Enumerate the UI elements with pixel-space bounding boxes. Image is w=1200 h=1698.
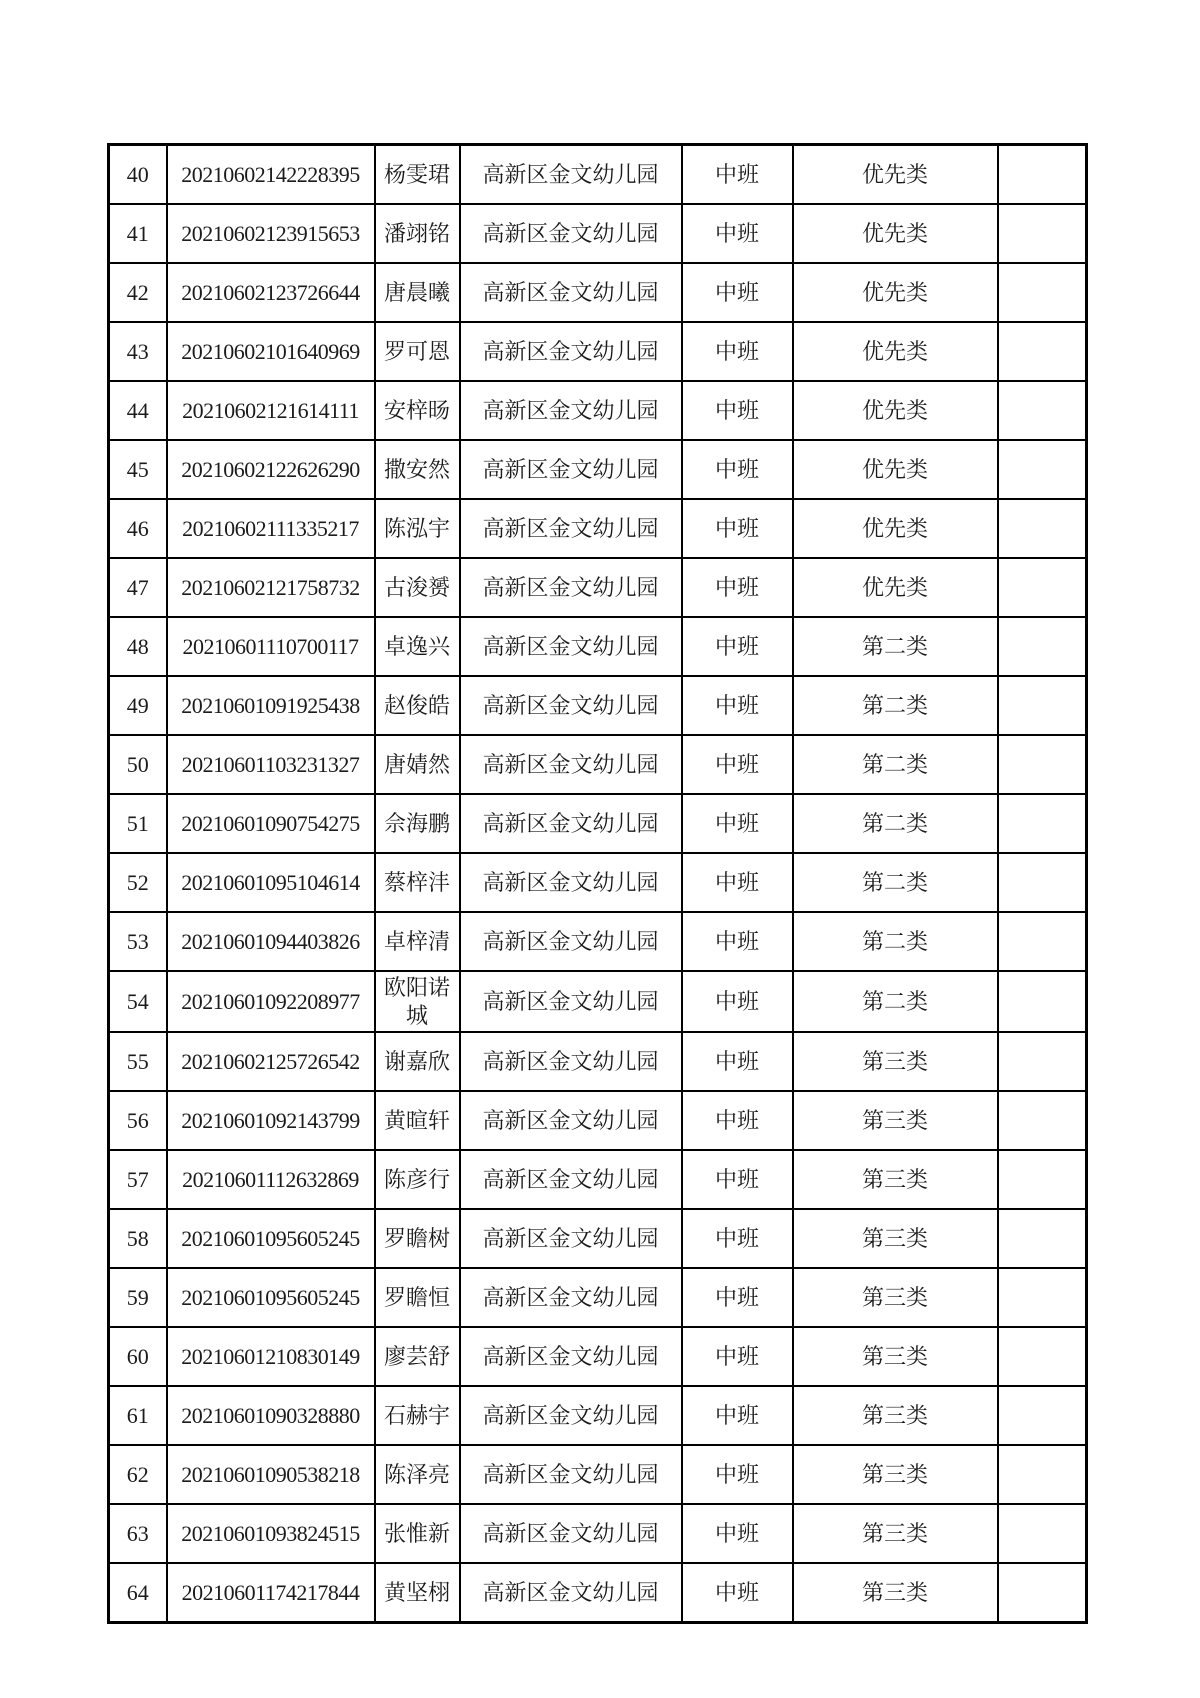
cell-no: 55: [109, 1032, 167, 1091]
cell-school: 高新区金文幼儿园: [460, 1268, 682, 1327]
cell-name: 蔡梓沣: [375, 853, 460, 912]
cell-no: 59: [109, 1268, 167, 1327]
cell-name: 廖芸舒: [375, 1327, 460, 1386]
cell-name: 赵俊皓: [375, 676, 460, 735]
cell-school: 高新区金文幼儿园: [460, 617, 682, 676]
cell-remark: [998, 676, 1087, 735]
cell-no: 42: [109, 263, 167, 322]
table-row: [109, 322, 1087, 381]
cell-school: 高新区金文幼儿园: [460, 971, 682, 1032]
cell-school: 高新区金文幼儿园: [460, 263, 682, 322]
cell-no: 56: [109, 1091, 167, 1150]
cell-remark: [998, 971, 1087, 1032]
cell-category: 第二类: [793, 676, 998, 735]
cell-grade: 中班: [682, 381, 793, 440]
cell-category: 优先类: [793, 204, 998, 263]
cell-school: 高新区金文幼儿园: [460, 1386, 682, 1445]
cell-school: 高新区金文幼儿园: [460, 322, 682, 381]
cell-name: 陈彦行: [375, 1150, 460, 1209]
cell-category: 第三类: [793, 1150, 998, 1209]
cell-remark: [998, 1209, 1087, 1268]
cell-reg_id: 20210601095104614: [167, 853, 375, 912]
cell-name: 唐晨曦: [375, 263, 460, 322]
cell-category: 第二类: [793, 794, 998, 853]
cell-category: 第三类: [793, 1386, 998, 1445]
admission-roster-table: [107, 143, 1088, 1624]
cell-school: 高新区金文幼儿园: [460, 145, 682, 205]
cell-reg_id: 20210602122626290: [167, 440, 375, 499]
cell-reg_id: 20210602101640969: [167, 322, 375, 381]
table-row: [109, 1327, 1087, 1386]
cell-category: 第三类: [793, 1327, 998, 1386]
cell-grade: 中班: [682, 1150, 793, 1209]
cell-school: 高新区金文幼儿园: [460, 794, 682, 853]
cell-reg_id: 20210601090538218: [167, 1445, 375, 1504]
table-row: [109, 1268, 1087, 1327]
cell-reg_id: 20210601090754275: [167, 794, 375, 853]
cell-category: 第三类: [793, 1563, 998, 1623]
cell-no: 61: [109, 1386, 167, 1445]
cell-category: 第二类: [793, 912, 998, 971]
cell-category: 优先类: [793, 381, 998, 440]
cell-category: 优先类: [793, 499, 998, 558]
cell-remark: [998, 1032, 1087, 1091]
cell-name: 黄坚栩: [375, 1563, 460, 1623]
cell-remark: [998, 322, 1087, 381]
cell-grade: 中班: [682, 440, 793, 499]
cell-name: 张惟新: [375, 1504, 460, 1563]
cell-grade: 中班: [682, 1327, 793, 1386]
cell-reg_id: 20210601092208977: [167, 971, 375, 1032]
cell-no: 53: [109, 912, 167, 971]
cell-reg_id: 20210601094403826: [167, 912, 375, 971]
cell-school: 高新区金文幼儿园: [460, 676, 682, 735]
cell-category: 优先类: [793, 440, 998, 499]
cell-remark: [998, 381, 1087, 440]
table-body: [109, 145, 1087, 1623]
cell-remark: [998, 1268, 1087, 1327]
table-row: [109, 1386, 1087, 1445]
cell-name: 陈泓宇: [375, 499, 460, 558]
cell-no: 49: [109, 676, 167, 735]
cell-category: 第三类: [793, 1268, 998, 1327]
table-row: [109, 558, 1087, 617]
cell-grade: 中班: [682, 1563, 793, 1623]
cell-reg_id: 20210601092143799: [167, 1091, 375, 1150]
cell-grade: 中班: [682, 1091, 793, 1150]
cell-no: 60: [109, 1327, 167, 1386]
table-row: [109, 499, 1087, 558]
cell-remark: [998, 1563, 1087, 1623]
cell-no: 63: [109, 1504, 167, 1563]
cell-no: 45: [109, 440, 167, 499]
cell-grade: 中班: [682, 263, 793, 322]
cell-category: 优先类: [793, 558, 998, 617]
table-row: [109, 204, 1087, 263]
cell-category: 第三类: [793, 1091, 998, 1150]
cell-name: 撒安然: [375, 440, 460, 499]
cell-reg_id: 20210601103231327: [167, 735, 375, 794]
cell-school: 高新区金文幼儿园: [460, 912, 682, 971]
cell-reg_id: 20210601110700117: [167, 617, 375, 676]
table-row: [109, 1150, 1087, 1209]
cell-no: 50: [109, 735, 167, 794]
cell-name: 石赫宇: [375, 1386, 460, 1445]
cell-no: 62: [109, 1445, 167, 1504]
table-row: [109, 145, 1087, 205]
cell-school: 高新区金文幼儿园: [460, 204, 682, 263]
cell-name: 潘翊铭: [375, 204, 460, 263]
cell-reg_id: 20210601210830149: [167, 1327, 375, 1386]
cell-category: 优先类: [793, 263, 998, 322]
cell-name: 佘海鹏: [375, 794, 460, 853]
cell-no: 57: [109, 1150, 167, 1209]
cell-school: 高新区金文幼儿园: [460, 1209, 682, 1268]
cell-reg_id: 20210602121758732: [167, 558, 375, 617]
table-row: [109, 853, 1087, 912]
table-row: [109, 440, 1087, 499]
cell-reg_id: 20210601112632869: [167, 1150, 375, 1209]
cell-name: 陈泽亮: [375, 1445, 460, 1504]
cell-remark: [998, 1327, 1087, 1386]
cell-remark: [998, 263, 1087, 322]
cell-grade: 中班: [682, 1032, 793, 1091]
cell-grade: 中班: [682, 794, 793, 853]
cell-school: 高新区金文幼儿园: [460, 1091, 682, 1150]
cell-no: 64: [109, 1563, 167, 1623]
cell-remark: [998, 204, 1087, 263]
cell-no: 46: [109, 499, 167, 558]
cell-category: 第三类: [793, 1445, 998, 1504]
cell-grade: 中班: [682, 558, 793, 617]
cell-name: 卓逸兴: [375, 617, 460, 676]
cell-school: 高新区金文幼儿园: [460, 440, 682, 499]
cell-reg_id: 20210602142228395: [167, 145, 375, 205]
cell-name: 罗可恩: [375, 322, 460, 381]
cell-category: 第二类: [793, 971, 998, 1032]
cell-grade: 中班: [682, 971, 793, 1032]
table-row: [109, 1563, 1087, 1623]
table-row: [109, 1091, 1087, 1150]
cell-name: 欧阳诺城: [375, 971, 460, 1032]
cell-remark: [998, 145, 1087, 205]
cell-reg_id: 20210601091925438: [167, 676, 375, 735]
cell-no: 44: [109, 381, 167, 440]
cell-school: 高新区金文幼儿园: [460, 1150, 682, 1209]
table-row: [109, 1504, 1087, 1563]
cell-name: 罗瞻恒: [375, 1268, 460, 1327]
cell-school: 高新区金文幼儿园: [460, 1032, 682, 1091]
cell-remark: [998, 1504, 1087, 1563]
cell-reg_id: 20210601090328880: [167, 1386, 375, 1445]
cell-no: 52: [109, 853, 167, 912]
table-row: [109, 617, 1087, 676]
roster-table-container: [107, 143, 1088, 1624]
cell-name: 罗瞻树: [375, 1209, 460, 1268]
table-row: [109, 263, 1087, 322]
cell-reg_id: 20210602123726644: [167, 263, 375, 322]
cell-remark: [998, 735, 1087, 794]
cell-reg_id: 20210601095605245: [167, 1209, 375, 1268]
cell-no: 54: [109, 971, 167, 1032]
table-row: [109, 1209, 1087, 1268]
cell-grade: 中班: [682, 1209, 793, 1268]
cell-grade: 中班: [682, 499, 793, 558]
cell-no: 48: [109, 617, 167, 676]
cell-category: 第二类: [793, 617, 998, 676]
cell-no: 47: [109, 558, 167, 617]
cell-remark: [998, 617, 1087, 676]
cell-remark: [998, 1091, 1087, 1150]
cell-reg_id: 20210601174217844: [167, 1563, 375, 1623]
cell-remark: [998, 499, 1087, 558]
cell-remark: [998, 440, 1087, 499]
cell-remark: [998, 558, 1087, 617]
cell-grade: 中班: [682, 617, 793, 676]
cell-remark: [998, 912, 1087, 971]
cell-reg_id: 20210602123915653: [167, 204, 375, 263]
cell-no: 58: [109, 1209, 167, 1268]
cell-grade: 中班: [682, 145, 793, 205]
cell-remark: [998, 1445, 1087, 1504]
cell-school: 高新区金文幼儿园: [460, 1504, 682, 1563]
cell-grade: 中班: [682, 1386, 793, 1445]
cell-category: 第二类: [793, 735, 998, 794]
cell-name: 安梓旸: [375, 381, 460, 440]
cell-grade: 中班: [682, 735, 793, 794]
cell-grade: 中班: [682, 322, 793, 381]
table-row: [109, 971, 1087, 1032]
cell-no: 40: [109, 145, 167, 205]
cell-reg_id: 20210602125726542: [167, 1032, 375, 1091]
cell-no: 43: [109, 322, 167, 381]
cell-grade: 中班: [682, 204, 793, 263]
cell-school: 高新区金文幼儿园: [460, 381, 682, 440]
cell-category: 优先类: [793, 322, 998, 381]
cell-school: 高新区金文幼儿园: [460, 735, 682, 794]
table-row: [109, 735, 1087, 794]
cell-school: 高新区金文幼儿园: [460, 499, 682, 558]
table-row: [109, 1445, 1087, 1504]
cell-grade: 中班: [682, 853, 793, 912]
cell-grade: 中班: [682, 1445, 793, 1504]
cell-name: 杨雯珺: [375, 145, 460, 205]
table-row: [109, 912, 1087, 971]
cell-name: 谢嘉欣: [375, 1032, 460, 1091]
cell-category: 第二类: [793, 853, 998, 912]
cell-category: 优先类: [793, 145, 998, 205]
cell-name: 古浚赟: [375, 558, 460, 617]
cell-grade: 中班: [682, 912, 793, 971]
table-row: [109, 1032, 1087, 1091]
cell-grade: 中班: [682, 676, 793, 735]
cell-remark: [998, 794, 1087, 853]
cell-category: 第三类: [793, 1032, 998, 1091]
cell-reg_id: 20210601093824515: [167, 1504, 375, 1563]
cell-category: 第三类: [793, 1209, 998, 1268]
table-row: [109, 676, 1087, 735]
cell-category: 第三类: [793, 1504, 998, 1563]
cell-school: 高新区金文幼儿园: [460, 558, 682, 617]
table-row: [109, 381, 1087, 440]
cell-no: 51: [109, 794, 167, 853]
cell-school: 高新区金文幼儿园: [460, 853, 682, 912]
cell-reg_id: 20210602121614111: [167, 381, 375, 440]
cell-remark: [998, 1150, 1087, 1209]
cell-name: 黄暄轩: [375, 1091, 460, 1150]
cell-reg_id: 20210601095605245: [167, 1268, 375, 1327]
cell-school: 高新区金文幼儿园: [460, 1563, 682, 1623]
cell-name: 卓梓清: [375, 912, 460, 971]
table-row: [109, 794, 1087, 853]
cell-grade: 中班: [682, 1504, 793, 1563]
cell-grade: 中班: [682, 1268, 793, 1327]
cell-no: 41: [109, 204, 167, 263]
cell-reg_id: 20210602111335217: [167, 499, 375, 558]
cell-remark: [998, 1386, 1087, 1445]
cell-school: 高新区金文幼儿园: [460, 1445, 682, 1504]
cell-school: 高新区金文幼儿园: [460, 1327, 682, 1386]
cell-remark: [998, 853, 1087, 912]
cell-name: 唐婧然: [375, 735, 460, 794]
